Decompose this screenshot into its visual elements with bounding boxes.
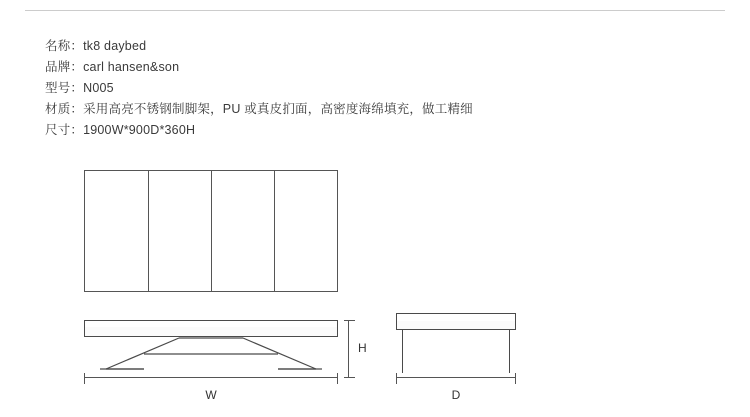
width-tick-left	[84, 373, 85, 384]
spec-line-name: 名称：tk8 daybed	[45, 39, 147, 53]
width-dimension-line	[84, 377, 338, 379]
width-label: W	[205, 388, 217, 402]
side-leg-right	[509, 330, 510, 373]
cushion-divider-1	[148, 171, 149, 291]
header-divider	[25, 10, 725, 11]
side-cushion-body	[396, 321, 516, 330]
specification-list	[45, 36, 685, 141]
height-tick-bottom	[344, 377, 355, 378]
cushion-divider-3	[274, 171, 275, 291]
front-view-diagram	[84, 320, 338, 368]
side-view-diagram	[396, 313, 516, 373]
side-leg-left	[402, 330, 403, 373]
depth-label: D	[451, 388, 461, 402]
cushion-divider-2	[211, 171, 212, 291]
spec-line-model: 型号：N005	[45, 81, 114, 95]
spec-line-brand: 品牌：carl hansen&son	[45, 60, 180, 74]
height-label: H	[358, 341, 367, 355]
height-tick-top	[344, 320, 355, 321]
spec-line-material: 材质：采用高亮不锈钢制脚架，PU 或真皮扪面，高密度海绵填充，做工精细	[45, 102, 473, 116]
top-view-diagram	[84, 170, 338, 292]
spec-line-dimensions: 尺寸：1900W*900D*360H	[45, 123, 196, 137]
depth-dimension-line	[396, 377, 516, 379]
depth-tick-right	[515, 373, 516, 384]
depth-tick-left	[396, 373, 397, 384]
front-leg-frame-icon	[84, 336, 338, 370]
width-tick-right	[337, 373, 338, 384]
height-dimension-line	[348, 320, 349, 378]
